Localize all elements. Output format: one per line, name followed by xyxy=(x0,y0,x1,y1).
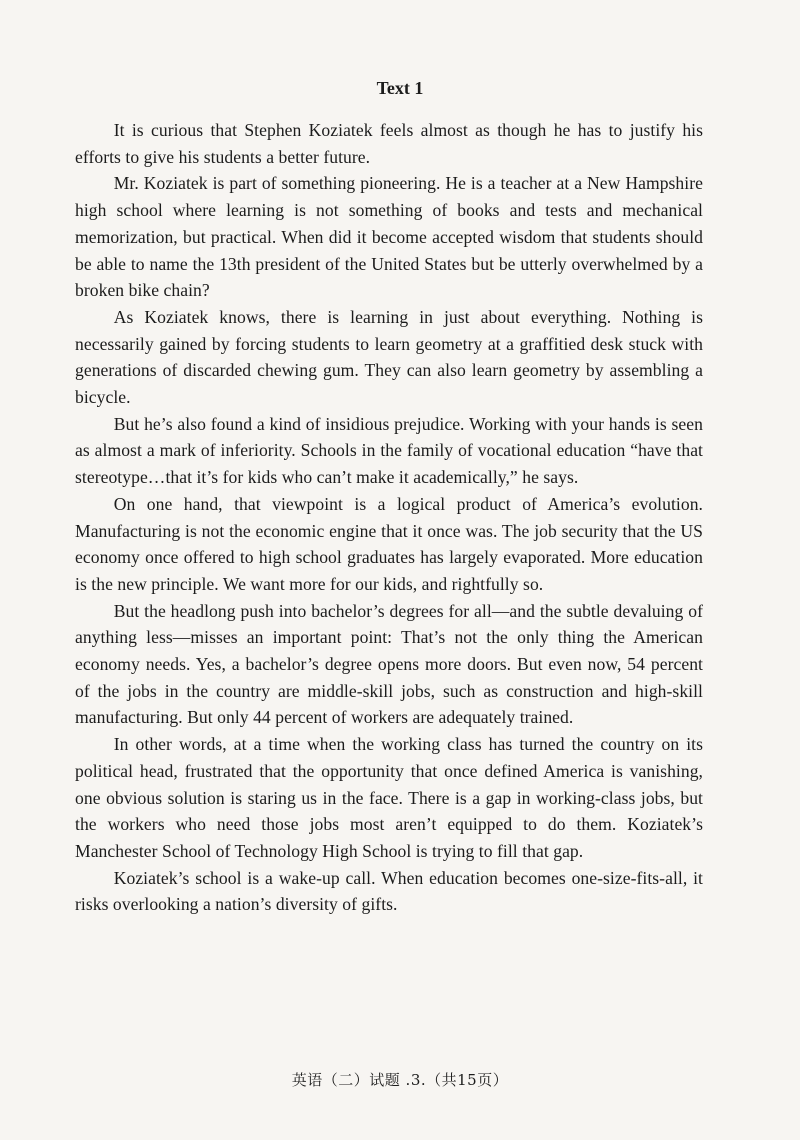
passage-body xyxy=(75,117,703,918)
paragraph-1: It is curious that Stephen Koziatek feels almost as though he has to justify his efforts to give his students a better future. xyxy=(75,120,703,167)
paragraph-8: Koziatek’s school is a wake-up call. When education becomes one-size-fits-all, it risks overlooking a nation’s diversity of gifts. xyxy=(75,867,703,915)
paragraph-4: But he’s also found a kind of insidious prejudice. Working with your hands is seen as almost a mark of inferiority. Schools in the family of vocational education “have that stereotype…that it’s for kids who can’t make it academically,” he says. xyxy=(75,413,703,488)
paragraph-3: As Koziatek knows, there is learning in just about everything. Nothing is necessarily gained by forcing students to learn geometry at a graffitied desk stuck with generations of discarded chewing gum. They can also learn geometry by assembling a bicycle. xyxy=(75,306,703,408)
page-footer: 英语（二）试题 .3.（共15页） xyxy=(291,1071,509,1089)
passage-title: Text 1 xyxy=(376,78,424,98)
paragraph-5: On one hand, that viewpoint is a logical product of America’s evolution. Manufacturing is not the economic engine that it once was. The job security that the US economy once offered to high school graduates has largely evaporated. More education is the new principle. We want more for our kids, and rightfully so. xyxy=(75,493,703,594)
paragraph-7: In other words, at a time when the working class has turned the country on its political head, frustrated that the opportunity that once defined America is vanishing, one obvious solution is staring us in the face. There is a gap in working-class jobs, but the workers who need those jobs most aren’t equipped to do them. Koziatek’s Manchester School of Technology High School is trying to fill that gap. xyxy=(75,734,703,861)
paragraph-6: But the headlong push into bachelor’s degrees for all—and the subtle devaluing of anything less—misses an important point: That’s not the only thing the American economy needs. Yes, a bachelor’s degree opens more doors. But even now, 54 percent of the jobs in the country are middle-skill jobs, such as construction and high-skill manufacturing. But only 44 percent of workers are adequately trained. xyxy=(75,600,703,728)
paragraph-2: Mr. Koziatek is part of something pioneering. He is a teacher at a New Hampshire high school where learning is not something of books and tests and mechanical memorization, but practical. When did it become accepted wisdom that students should be able to name the 13th president of the United States but be utterly overwhelmed by a broken bike chain? xyxy=(75,173,703,301)
